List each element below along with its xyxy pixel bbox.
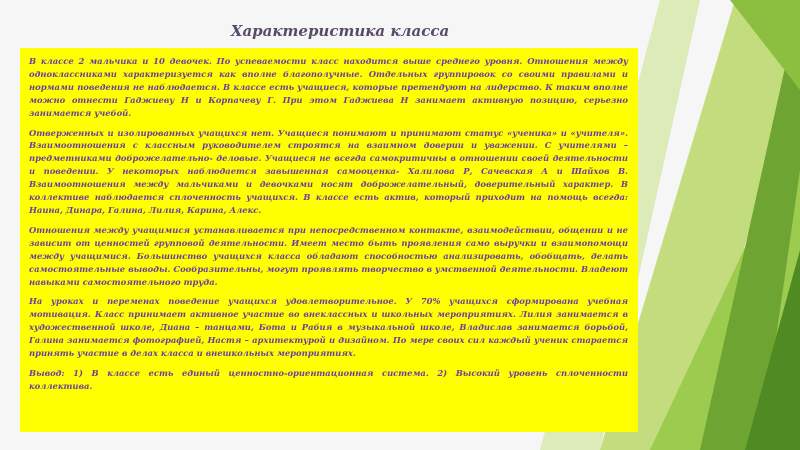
content-panel <box>20 48 638 432</box>
paragraph-4: На уроках и переменах поведение учащихся удовлетворительное. У 70% учащихся сформирована учебная мотивация. Класс принимает активное участие во внеклассных и школьных мероприятиях. Лилия занимается в художественной школе, Диана – танцами, Бота и Рабия в музыкальной школе, Владислав занимается борьбой, Галина занимается фотографией, Настя – архитектурой и дизайном. По мере своих сил каждый ученик старается принять участие в делах класса и внешкольных мероприятиях. <box>29 296 628 359</box>
paragraph-2: Отверженных и изолированных учащихся нет. Учащиеся понимают и принимают статус «ученика» и «учителя». Взаимоотношения с классным руководителем строятся на взаимном доверии и уважении. С учителями – предметниками доброжелательно- деловые. Учащиеся не всегда самокритичны в отношении своей деятельности и поведении. У некоторых наблюдается завышенная самооценка- Халилова Р, Сачевская А и Шайхов В. Взаимоотношения между мальчиками и девочками носят доброжелательный, доверительный характер. В коллективе наблюдается сплоченность учащихся. В классе есть актив, который приходит на помощь всегда: Наина, Динара, Галина, Лилия, Карина, Алекс. <box>29 127 628 215</box>
paragraph-1: В классе 2 мальчика и 10 девочек. По успеваемости класс находится выше среднего уровня. Отношения между одноклассниками характеризуется как вполне благополучные. Отдельных группировок со своими правилами и нормами поведения не наблюдается. В классе есть учащиеся, которые претендуют на лидерство. К таким вполне можно отнести Гаджиеву Н и Корпачеву Г. При этом Гаджиева Н занимает активную позицию, серьезно занимается учебой. <box>29 56 628 118</box>
paragraph-3: Отношения между учащимися устанавливается при непосредственном контакте, взаимодействии, общении и не зависит от ценностей групповой деятельности. Имеет место быть проявления само выручки и взаимопомощи между учащимися. Большинство учащихся класса обладают способностью анализировать, обобщать, делать самостоятельные выводы. Сообразительны, могут проявлять творчество в умственной деятельности. Владеют навыками самостоятельного труда. <box>29 224 628 287</box>
paragraph-conclusion: Вывод: 1) В классе есть единый ценностно-ориентационная система. 2) Высокий уровень сплоченности коллектива. <box>29 367 628 391</box>
slide-title: Характеристика класса <box>230 22 450 40</box>
